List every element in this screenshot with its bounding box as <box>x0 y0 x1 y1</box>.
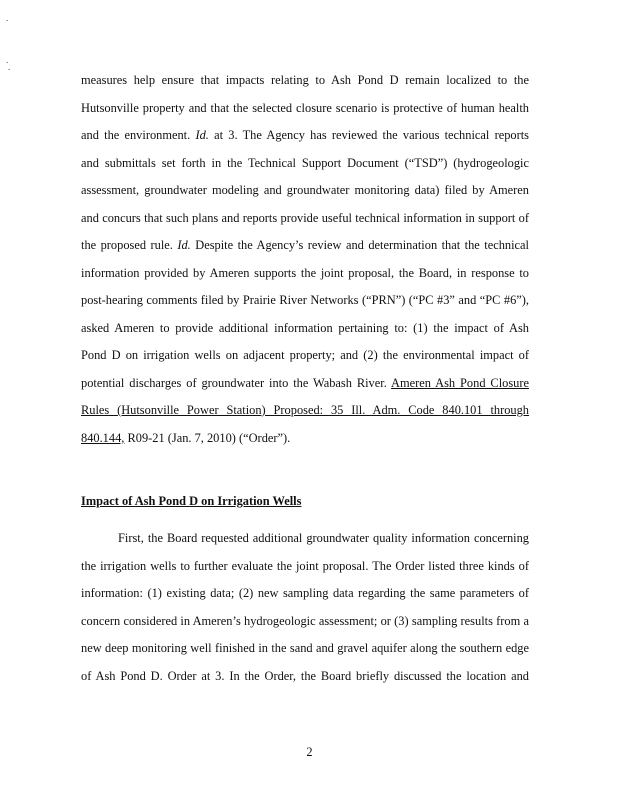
text-segment: the proposed rule. <box>81 238 173 252</box>
text-segment: and the environment. <box>81 128 191 142</box>
text-line: the irrigation wells to further evaluate the joint proposal. The Order listed three kinds of <box>81 559 529 573</box>
citation-id: Id. <box>195 128 209 142</box>
text-line: information: (1) existing data; (2) new sampling data regarding the same parameters of <box>81 586 529 600</box>
case-citation: 840.144, <box>81 431 125 445</box>
text-line: post-hearing comments filed by Prairie River Networks (“PRN”) (“PC #3” and “PC #6”), <box>81 293 529 307</box>
text-line: information provided by Ameren supports the joint proposal, the Board, in response to <box>81 266 529 280</box>
text-line <box>81 238 529 253</box>
text-line <box>81 431 529 446</box>
text-line: and concurs that such plans and reports provide useful technical information in support of <box>81 211 529 225</box>
citation-id: Id. <box>177 238 191 252</box>
text-line: and submittals set forth in the Technical Support Document (“TSD”) (hydrogeologic <box>81 156 529 170</box>
text-line: Pond D on irrigation wells on adjacent property; and (2) the environmental impact of <box>81 348 529 362</box>
text-segment: Despite the Agency’s review and determination that the technical <box>195 238 529 252</box>
section-heading: Impact of Ash Pond D on Irrigation Wells <box>81 494 302 508</box>
text-segment: potential discharges of groundwater into the Wabash River. <box>81 376 387 390</box>
text-line: assessment, groundwater modeling and groundwater monitoring data) filed by Ameren <box>81 183 529 197</box>
text-line: First, the Board requested additional groundwater quality information concerning <box>118 531 529 545</box>
scan-mark: . <box>6 13 9 23</box>
case-citation: Ameren Ash Pond Closure <box>391 376 529 390</box>
scan-mark: . <box>6 55 9 65</box>
text-line: of Ash Pond D. Order at 3. In the Order, the Board briefly discussed the location and <box>81 669 529 683</box>
text-line <box>81 376 529 391</box>
text-segment: R09-21 (Jan. 7, 2010) (“Order”). <box>127 431 291 445</box>
text-line: asked Ameren to provide additional information pertaining to: (1) the impact of Ash <box>81 321 529 335</box>
scan-mark: . <box>8 62 11 72</box>
text-line: new deep monitoring well finished in the sand and gravel aquifer along the southern edge <box>81 641 529 655</box>
text-line: measures help ensure that impacts relating to Ash Pond D remain localized to the <box>81 73 529 87</box>
text-line <box>81 128 529 143</box>
case-citation-line: Rules (Hutsonville Power Station) Proposed: 35 Ill. Adm. Code 840.101 through <box>81 403 529 417</box>
text-segment: at 3. The Agency has reviewed the various technical reports <box>214 128 529 142</box>
text-line: Hutsonville property and that the selected closure scenario is protective of human health <box>81 101 529 115</box>
page-number: 2 <box>306 745 313 759</box>
text-line: concern considered in Ameren’s hydrogeologic assessment; or (3) sampling results from a <box>81 614 529 628</box>
